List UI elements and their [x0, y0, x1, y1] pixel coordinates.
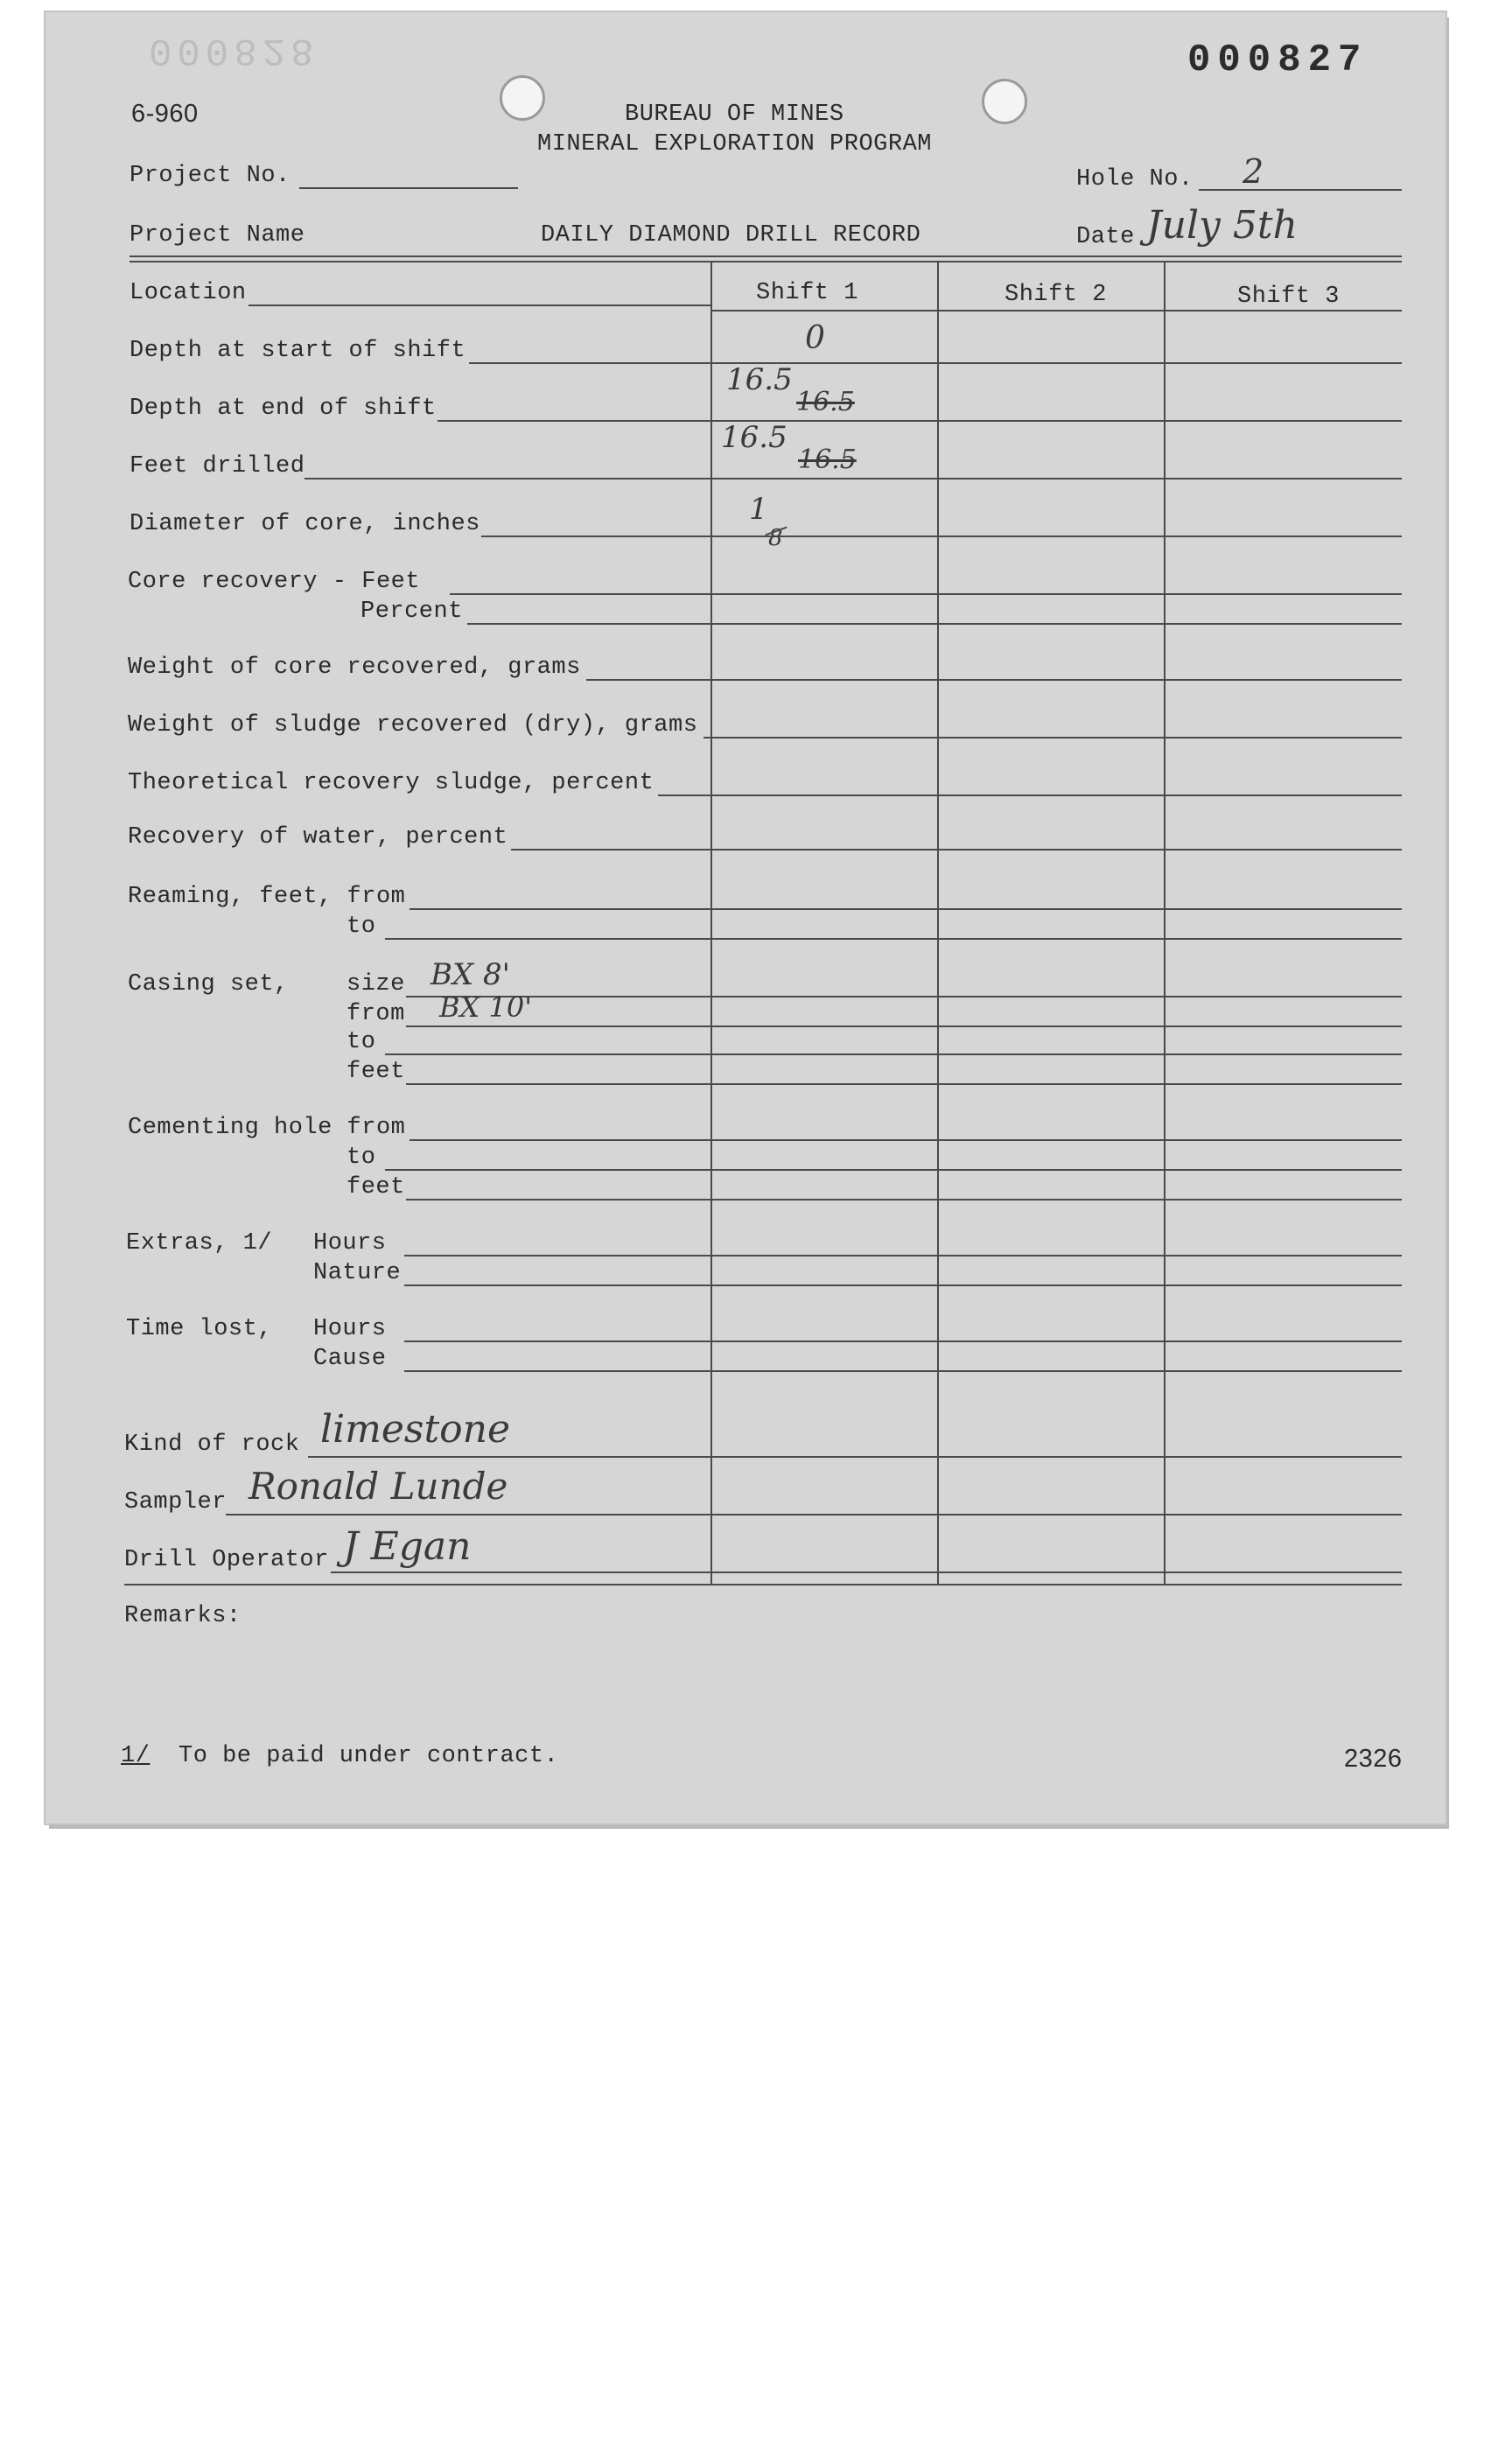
reaming-to-line [385, 938, 1402, 940]
project-name-label: Project Name [130, 222, 305, 248]
extras-nature-line [404, 1284, 1402, 1286]
date-label: Date [1076, 224, 1135, 250]
feet-drilled-shift-1: 16.5 [721, 420, 788, 455]
sampler-value: Ronald Lunde [248, 1465, 508, 1508]
feet-drilled-label: Feet drilled [130, 453, 305, 480]
time-lost-cause-label: Cause [313, 1346, 387, 1372]
casing-to-label: to [346, 1029, 376, 1055]
depth-end-label: Depth at end of shift [130, 396, 437, 422]
time-lost-hours-line [404, 1340, 1402, 1342]
weight-sludge-line [704, 737, 1402, 738]
location-line [248, 304, 710, 306]
percent-label: Percent [360, 598, 463, 625]
column-divider-1 [710, 262, 712, 1585]
header-rule-top [130, 256, 1402, 257]
feet-drilled-line [304, 478, 1402, 480]
percent-line [467, 623, 1402, 625]
project-no-line [299, 187, 518, 189]
cementing-feet-line [406, 1199, 1402, 1200]
punch-hole-left [500, 75, 545, 121]
remarks-label: Remarks: [124, 1603, 242, 1629]
casing-feet-label: feet [346, 1059, 405, 1085]
location-label: Location [130, 280, 247, 306]
kind-of-rock-value: limestone [320, 1407, 511, 1452]
cementing-feet-label: feet [346, 1174, 405, 1200]
casing-from-value: BX 10' [439, 990, 532, 1024]
form-code: 6-960 [131, 100, 199, 128]
casing-label: Casing set, [128, 971, 289, 998]
reaming-from-line [410, 908, 1402, 910]
kind-of-rock-label: Kind of rock [124, 1432, 300, 1458]
agency-heading: BUREAU OF MINES [625, 102, 844, 128]
shift-2-header: Shift 2 [1004, 282, 1107, 308]
cementing-to-label: to [346, 1144, 376, 1171]
depth-start-shift-1: 0 [805, 320, 825, 356]
serial-number: 000827 [1187, 38, 1368, 82]
weight-core-line [586, 679, 1402, 681]
reaming-to-label: to [346, 914, 376, 940]
extras-hours-label: Hours [313, 1230, 387, 1256]
hole-no-line [1199, 189, 1402, 191]
extras-hours-line [404, 1255, 1402, 1256]
casing-to-line [385, 1054, 1402, 1055]
footnote-text: To be paid under contract. [178, 1743, 559, 1769]
casing-size-label: size [346, 971, 405, 998]
time-lost-label: Time lost, [126, 1316, 273, 1342]
feet-drilled-shift-1-struck: 16.5 [798, 444, 857, 475]
cementing-label: Cementing hole from [128, 1115, 406, 1141]
cementing-from-line [410, 1139, 1402, 1141]
sampler-line [226, 1514, 1402, 1516]
diameter-label: Diameter of core, inches [130, 511, 480, 537]
time-lost-hours-label: Hours [313, 1316, 387, 1342]
casing-size-line [406, 996, 1402, 998]
reaming-label: Reaming, feet, from [128, 884, 406, 910]
header-rule-bottom [130, 261, 1402, 262]
drill-operator-label: Drill Operator [124, 1547, 329, 1573]
kind-of-rock-line [308, 1456, 1402, 1458]
page-number: 2326 [1344, 1745, 1403, 1773]
core-recovery-line [450, 593, 1402, 595]
hole-no-label: Hole No. [1076, 166, 1194, 192]
mirror-serial-number: 000828 [149, 28, 319, 72]
shift-1-header: Shift 1 [756, 280, 858, 306]
weight-core-label: Weight of core recovered, grams [128, 654, 581, 681]
program-heading: MINERAL EXPLORATION PROGRAM [537, 131, 932, 158]
depth-start-line [469, 362, 1402, 364]
theoretical-line [658, 794, 1402, 796]
depth-end-shift-1-struck: 16.5 [796, 387, 855, 417]
sampler-label: Sampler [124, 1489, 227, 1516]
casing-size-value: BX 8' [430, 957, 510, 992]
depth-end-line [438, 420, 1402, 422]
diameter-shift-1-numerator: 1 [749, 492, 768, 527]
extras-nature-label: Nature [313, 1260, 402, 1286]
diameter-line [481, 536, 1402, 537]
depth-start-label: Depth at start of shift [130, 338, 466, 364]
weight-sludge-label: Weight of sludge recovered (dry), grams [128, 712, 698, 738]
drill-operator-line [331, 1572, 1402, 1573]
shift-3-header: Shift 3 [1237, 284, 1340, 310]
form-sheet [46, 12, 1446, 1824]
form-title: DAILY DIAMOND DRILL RECORD [541, 222, 921, 248]
water-label: Recovery of water, percent [128, 824, 508, 850]
casing-from-label: from [346, 1001, 405, 1027]
casing-feet-line [406, 1083, 1402, 1085]
extras-label: Extras, 1/ [126, 1230, 273, 1256]
cementing-to-line [385, 1169, 1402, 1171]
diameter-shift-1-denominator: 8 [768, 525, 783, 551]
casing-from-line [406, 1026, 1402, 1027]
project-no-label: Project No. [130, 163, 290, 189]
shift-header-rule [710, 310, 1402, 312]
column-divider-2 [937, 262, 939, 1585]
time-lost-cause-line [404, 1370, 1402, 1372]
footnote-marker: 1/ [121, 1743, 150, 1769]
water-line [511, 849, 1402, 850]
core-recovery-label: Core recovery - Feet [128, 569, 421, 595]
hole-no-value: 2 [1242, 152, 1264, 191]
depth-end-shift-1: 16.5 [726, 362, 793, 397]
drill-operator-value: J Egan [343, 1524, 472, 1569]
theoretical-label: Theoretical recovery sludge, percent [128, 770, 654, 796]
column-divider-3 [1164, 262, 1166, 1585]
date-value: July 5th [1146, 203, 1298, 248]
punch-hole-right [982, 79, 1027, 124]
table-bottom-rule [124, 1584, 1402, 1586]
